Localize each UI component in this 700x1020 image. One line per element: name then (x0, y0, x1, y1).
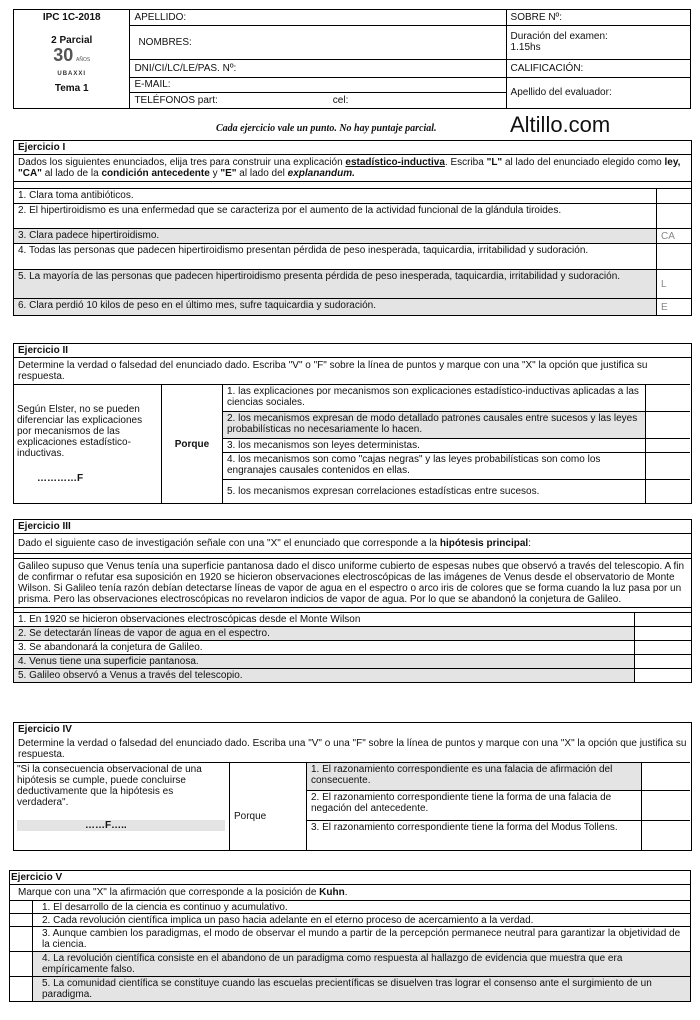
item-text: 3. Se abandonará la conjetura de Galileo. (18, 642, 203, 653)
exam-name: 2 Parcial (51, 35, 93, 46)
answer-box[interactable] (10, 952, 33, 976)
statement: "Si la consecuencia observacional de una hipótesis se cumple, puede concluirse deductivamente que la hipótesis es verdadera". (17, 764, 202, 808)
option-text: 2. El razonamiento correspondiente tiene la forma de una falacia de negación del antecedente. (307, 791, 642, 821)
option-box[interactable] (646, 439, 691, 453)
option-box[interactable] (646, 453, 691, 480)
exercise-4-instructions: Determine la verdad o falsedad del enunciado dado. Escriba una "V" o una "F" sobre la línea de puntos y marque con una "X" la opción que justifica su respuesta. (18, 738, 687, 760)
answer-box[interactable] (634, 627, 691, 640)
logo (18, 45, 125, 81)
answer-line[interactable]: …………F (37, 473, 84, 484)
instr-part: Kuhn (319, 887, 345, 898)
course-code: IPC 1C-2018 (42, 12, 101, 23)
answer-box[interactable] (656, 204, 691, 228)
exercise-2 (13, 343, 692, 504)
tema: Tema 1 (54, 83, 89, 94)
instr-part: al lado del (236, 168, 288, 179)
option-box[interactable] (646, 480, 691, 504)
item-text: 3. Clara padece hipertiroidismo. (14, 229, 656, 243)
spacer (14, 182, 691, 189)
instr-part: . Escriba (444, 157, 487, 168)
email-field[interactable]: E-MAIL: (130, 77, 506, 93)
option-text: 1. las explicaciones por mecanismos son explicaciones estadístico-inductivas aplicadas a las ciencias sociales. (223, 385, 646, 412)
instr-part: Dados los siguientes enunciados, elija tres para construir una explicación (18, 157, 346, 168)
list-item (14, 655, 691, 669)
calificacion-field[interactable]: CALIFICACIÓN: (506, 59, 690, 77)
exercise-5 (9, 870, 691, 1002)
answer-box[interactable] (10, 977, 33, 1001)
exercise-5-instructions (10, 885, 690, 901)
exercise-3-title: Ejercicio III (14, 520, 691, 534)
list-item (14, 627, 691, 641)
exercise-4-table (13, 762, 690, 851)
option-box[interactable] (646, 385, 691, 412)
option-box[interactable] (642, 763, 691, 791)
exercise-3-instructions (14, 534, 691, 554)
option-text: 2. los mecanismos expresan de modo detallado patrones causales entre sucesos y las leyes probabilísticas no necesariamente lo hacen. (223, 412, 646, 439)
dni-field[interactable]: DNI/CI/LC/LE/PAS. Nº: (130, 59, 506, 77)
answer-box[interactable] (10, 901, 33, 913)
list-item (10, 977, 690, 1001)
item-text: 4. Todas las personas que padecen hipertiroidismo presentan pérdida de peso inesperada, taquicardia, irritabilidad y sudoración. (18, 245, 589, 256)
option-text: 4. los mecanismos son como "cajas negras" y las leyes probabilísticas son como los engranajes causales contenidos en ellas. (223, 453, 646, 480)
instr-part: estadístico-inductiva (345, 157, 445, 168)
exercise-2-title: Ejercicio II (14, 344, 691, 358)
item-text: 3. Aunque cambien los paradigmas, el modo de observar el mundo a partir de la percepción permanece neutral para garantizar la objetividad de la ciencia. (42, 928, 681, 950)
exercise-2-table (13, 384, 690, 504)
scoring-note: Cada ejercicio vale un punto. No hay puntaje parcial. (216, 123, 437, 134)
item-text: 2. El hipertiroidismo es una enfermedad que se caracteriza por el aumento de la actividad funcional de la glándula tiroides. (18, 205, 562, 216)
option-text: 5. los mecanismos expresan correlaciones estadísticas entre sucesos. (223, 480, 646, 504)
instr-part: hipótesis principal (439, 538, 529, 549)
apellido-field[interactable]: APELLIDO: (130, 10, 506, 26)
answer-box[interactable] (656, 244, 691, 269)
instr-part: Marque con una "X" la afirmación que corresponde a la posición de (18, 887, 320, 898)
answer-box[interactable] (634, 641, 691, 654)
option-box[interactable] (646, 412, 691, 439)
header-table (13, 9, 691, 109)
option-box[interactable] (642, 791, 691, 821)
logo-sub: AÑOS (76, 57, 91, 63)
nombres-field[interactable]: NOMBRES: (130, 25, 506, 59)
exercise-3 (13, 519, 692, 683)
item-text: 5. La mayoría de las personas que padecen hipertiroidismo presenta pérdida de peso inesperada, taquicardia, irritabilidad y sudoración. (14, 270, 656, 298)
item-text: 1. El desarrollo de la ciencia es continuo y acumulativo. (42, 902, 288, 913)
instr-part: al lado de la (41, 168, 102, 179)
logo-name: UBAXXI (57, 71, 87, 77)
porque-label: Porque (230, 763, 307, 851)
list-item (10, 914, 690, 927)
answer-box[interactable] (634, 613, 691, 626)
item-text: 4. Venus tiene una superficie pantanosa. (14, 655, 634, 668)
watermark: Altillo.com (510, 112, 611, 137)
list-item (10, 901, 690, 914)
answer-box[interactable] (10, 914, 33, 926)
exercise-1-title: Ejercicio I (14, 141, 691, 155)
case-text: Galileo supuso que Venus tenía una superficie pantanosa dado el disco uniforme cubierto de espesas nubes que observó a través del telescopio. A fin de confirmar o refutar esa suposición en 1920 se hicieron observaciones electroscópicas de las imágenes de Venus desde el observatorio de Monte Wilson. Si Galileo tenía razón debían detectarse líneas de vapor de agua en el espectro o arco iris de colores que se forma cuando la luz pasa por un prisma. Pero las observaciones electroscópicas no revelaron indicios de vapor de agua. Por lo que se abandonó la conjetura de Galileo. (14, 559, 691, 608)
answer-box[interactable] (634, 655, 691, 668)
item-text: 1. En 1920 se hicieron observaciones electroscópicas desde el Monte Wilson (18, 614, 361, 625)
option-text: 1. El razonamiento correspondiente es una falacia de afirmación del consecuente. (307, 763, 642, 791)
exercise-1-instructions (14, 155, 691, 182)
instr-part: "L" (486, 157, 503, 168)
instr-part: ley, "CA" (18, 157, 681, 179)
cel-label: cel: (332, 95, 349, 107)
instr-part: "E" (220, 168, 237, 179)
item-text: 5. Galileo observó a Venus a través del telescopio. (14, 669, 634, 682)
list-item (14, 270, 691, 299)
exercise-1 (13, 140, 692, 316)
instr-part: y (209, 168, 221, 179)
list-item (10, 927, 690, 952)
exercise-4 (13, 722, 692, 851)
answer-box[interactable]: E (656, 299, 691, 315)
telefonos-label: TELÉFONOS part: (134, 95, 218, 107)
list-item (14, 669, 691, 682)
item-text: 1. Clara toma antibióticos. (18, 190, 134, 201)
evaluador-field[interactable]: Apellido del evaluador: (506, 77, 690, 109)
telefonos-field[interactable] (130, 93, 506, 109)
item-text: 5. La comunidad científica se constituye cuando las escuelas precientíficas se disuelven tras lograr el consenso ante el surgimiento de un paradigma. (33, 977, 690, 1001)
exercise-2-instructions: Determine la verdad o falsedad del enunciado dado. Escriba "V" o "F" sobre la línea de puntos y marque con una "X" la opción que justifica su respuesta. (18, 360, 648, 382)
list-item (14, 229, 691, 244)
exercise-4-title: Ejercicio IV (18, 724, 72, 735)
duracion-label: Duración del examen: (510, 31, 608, 43)
option-box[interactable] (642, 821, 691, 851)
list-item (14, 613, 691, 627)
list-item (10, 952, 690, 977)
statement: Según Elster, no se pueden diferenciar las explicaciones por mecanismos de las explicaciones estadístico-inductivas. (17, 404, 143, 459)
answer-box[interactable] (634, 669, 691, 682)
instr-part: al lado del enunciado elegido como (502, 157, 665, 168)
item-text: 4. La revolución científica consiste en el abandono de un paradigma como respuesta al hallazgo de evidencia que muestra que era empíricamente falso. (33, 952, 690, 976)
sobre-field[interactable]: SOBRE Nº: (506, 10, 690, 26)
instr-part: Dado el siguiente caso de investigación señale con una "X" el enunciado que corresponde a la (18, 538, 440, 549)
option-text: 3. El razonamiento correspondiente tiene la forma del Modus Tollens. (307, 821, 642, 851)
logo-number: 30 (53, 45, 74, 65)
list-item (14, 244, 691, 270)
instr-part: explanandum. (287, 168, 355, 179)
option-text: 3. los mecanismos son leyes deterministas. (223, 439, 646, 453)
statement-cell (13, 385, 162, 504)
list-item (14, 189, 691, 204)
list-item (14, 641, 691, 655)
item-text: 6. Clara perdió 10 kilos de peso en el último mes, sufre taquicardia y sudoración. (14, 299, 656, 315)
answer-box[interactable] (656, 189, 691, 203)
exercise-5-title: Ejercicio V (10, 871, 690, 885)
list-item (14, 299, 691, 315)
duracion (506, 25, 690, 59)
porque-label: Porque (162, 385, 223, 504)
answer-box[interactable]: L (656, 270, 691, 298)
statement-cell (13, 763, 230, 851)
instr-part: : (528, 538, 531, 549)
list-item (14, 204, 691, 229)
answer-box[interactable]: CA (656, 229, 691, 243)
item-text: 2. Se detectarán líneas de vapor de agua en el espectro. (14, 627, 634, 640)
header-left (14, 10, 130, 109)
answer-line[interactable]: ……F….. (17, 820, 225, 831)
instr-part: condición antecedente (101, 168, 210, 179)
instr-part: . (344, 887, 348, 898)
duracion-value: 1.15hs (510, 42, 541, 54)
answer-box[interactable] (10, 927, 33, 951)
item-text: 2. Cada revolución científica implica un paso hacia adelante en el eterno proceso de acercamiento a la verdad. (42, 915, 534, 926)
